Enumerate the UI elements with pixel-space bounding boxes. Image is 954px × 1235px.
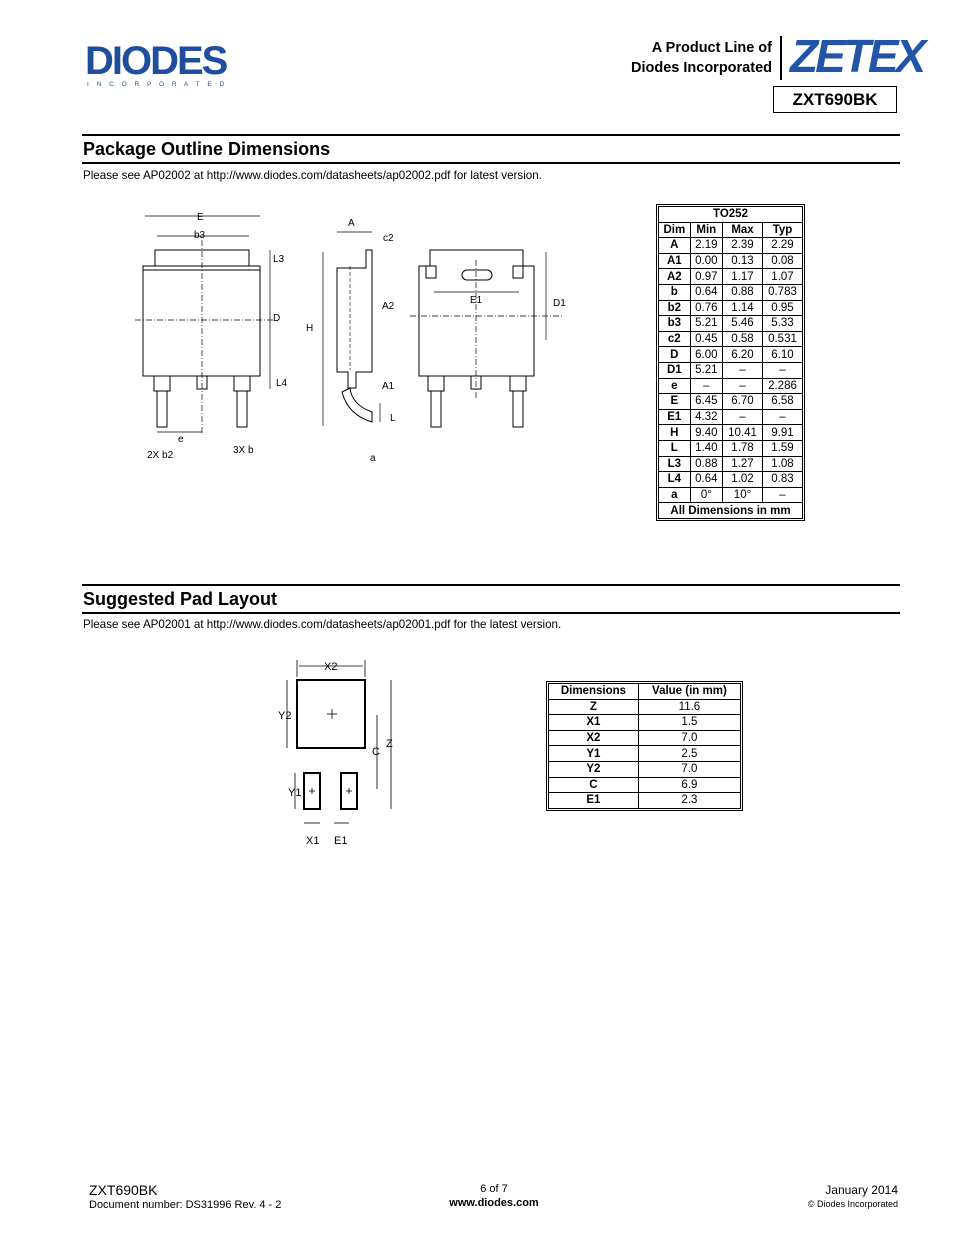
table-cell: 0.88 [690, 456, 722, 472]
table-cell: 1.5 [638, 715, 740, 731]
table-cell: 0.783 [762, 284, 802, 300]
table-cell: D1 [659, 362, 691, 378]
table-cell: 0.95 [762, 300, 802, 316]
table-cell: L4 [659, 472, 691, 488]
label-c2: c2 [383, 233, 394, 244]
table-cell: 0.531 [762, 331, 802, 347]
table-cell: 7.0 [638, 761, 740, 777]
zetex-logo-text: ZETEX [790, 30, 924, 82]
table-cell: 1.14 [723, 300, 763, 316]
table-cell: Z [549, 699, 639, 715]
table-cell: – [723, 362, 763, 378]
table-row [549, 746, 741, 762]
table-cell: C [549, 777, 639, 793]
label-C: C [372, 746, 380, 758]
table-cell: 5.46 [723, 316, 763, 332]
to252-table [658, 206, 803, 519]
side-view [323, 232, 380, 426]
label-2x-b2: 2X b2 [147, 450, 174, 461]
table-row [659, 253, 803, 269]
table-cell: 0.00 [690, 253, 722, 269]
footer-url: www.diodes.com [449, 1197, 539, 1209]
pad-table-wrap [546, 681, 743, 811]
section-rule-bottom [82, 162, 900, 164]
diodes-logo-subtext: I N C O R P O R A T E D [87, 81, 228, 88]
table-cell: 0.58 [723, 331, 763, 347]
col-typ: Typ [762, 222, 802, 238]
label-E1: E1 [470, 295, 483, 306]
label-pad-E1: E1 [334, 835, 348, 847]
table-row [659, 362, 803, 378]
table-cell: 6.9 [638, 777, 740, 793]
to252-table-body [659, 238, 803, 503]
table-cell: 11.6 [638, 699, 740, 715]
table-row [659, 300, 803, 316]
table-cell: 5.21 [690, 362, 722, 378]
table-cell: L [659, 440, 691, 456]
table-cell: 0.83 [762, 472, 802, 488]
table-cell: 0.76 [690, 300, 722, 316]
footer-copyright: © Diodes Incorporated [807, 1199, 898, 1209]
table-row [659, 440, 803, 456]
diodes-logo-text: DIODES [85, 39, 227, 83]
table-cell: c2 [659, 331, 691, 347]
table-row [659, 425, 803, 441]
table-cell: 6.00 [690, 347, 722, 363]
section-rule-bottom-2 [82, 612, 900, 614]
pad-table-body [549, 699, 741, 808]
table-cell: b3 [659, 316, 691, 332]
table-cell: – [723, 378, 763, 394]
table-cell: D [659, 347, 691, 363]
col-dim: Dim [659, 222, 691, 238]
table-cell: a [659, 487, 691, 503]
table-cell: A2 [659, 269, 691, 285]
table-cell: 1.59 [762, 440, 802, 456]
section-title-pad: Suggested Pad Layout [83, 589, 278, 609]
table-row [659, 456, 803, 472]
table-cell: – [762, 409, 802, 425]
table-cell: 6.70 [723, 394, 763, 410]
col-min: Min [690, 222, 722, 238]
table-cell: 2.39 [723, 238, 763, 254]
back-view [410, 250, 562, 427]
package-outline-drawing [130, 200, 580, 470]
table-cell: 1.78 [723, 440, 763, 456]
product-line-1: A Product Line of [651, 40, 772, 56]
table-row [549, 761, 741, 777]
section-rule-top [82, 134, 900, 136]
table-cell: 6.45 [690, 394, 722, 410]
table-cell: 5.21 [690, 316, 722, 332]
col-max: Max [723, 222, 763, 238]
front-view [135, 216, 275, 435]
table-row [659, 331, 803, 347]
zetex-logo [788, 30, 924, 82]
col-dimensions: Dimensions [549, 684, 639, 700]
table-cell: 6.20 [723, 347, 763, 363]
table-cell: 1.17 [723, 269, 763, 285]
label-Z: Z [386, 738, 393, 750]
table-cell: – [762, 362, 802, 378]
table-row [659, 487, 803, 503]
label-D: D [273, 313, 281, 324]
table-cell: 1.07 [762, 269, 802, 285]
table-row [659, 316, 803, 332]
table-cell: 0.13 [723, 253, 763, 269]
table-cell: 1.02 [723, 472, 763, 488]
table-row [659, 347, 803, 363]
table-cell: 0.08 [762, 253, 802, 269]
table-cell: A1 [659, 253, 691, 269]
section-rule-top-2 [82, 584, 900, 586]
pad-table [548, 683, 741, 809]
table-cell: 2.29 [762, 238, 802, 254]
table-cell: E1 [549, 793, 639, 809]
table-cell: – [762, 487, 802, 503]
table-row [659, 284, 803, 300]
table-cell: 7.0 [638, 730, 740, 746]
table-cell: 1.27 [723, 456, 763, 472]
table-cell: 9.91 [762, 425, 802, 441]
table-cell: e [659, 378, 691, 394]
label-D1: D1 [553, 298, 566, 309]
table-cell: 2.3 [638, 793, 740, 809]
table-row [549, 793, 741, 809]
table-cell: H [659, 425, 691, 441]
table-row [659, 269, 803, 285]
footer-page: 6 of 7 [480, 1183, 508, 1195]
table-cell: 1.08 [762, 456, 802, 472]
pad-layout-drawing [275, 655, 405, 850]
table-row [659, 409, 803, 425]
to252-table-title: TO252 [659, 207, 803, 223]
table-cell: 10.41 [723, 425, 763, 441]
label-H: H [306, 323, 314, 334]
pad-note: Please see AP02001 at http://www.diodes.com/datasheets/ap02001.pdf for the latest version. [83, 618, 562, 631]
table-cell: 2.286 [762, 378, 802, 394]
part-number-box: ZXT690BK [773, 86, 897, 113]
label-b3: b3 [194, 230, 206, 241]
table-cell: 5.33 [762, 316, 802, 332]
outline-note: Please see AP02002 at http://www.diodes.com/datasheets/ap02002.pdf for latest version. [83, 169, 542, 182]
table-row [659, 394, 803, 410]
table-cell: 6.10 [762, 347, 802, 363]
label-a: a [370, 453, 376, 464]
product-line-2: Diodes Incorporated [631, 60, 772, 76]
table-row [549, 777, 741, 793]
header-divider [780, 36, 782, 80]
label-L: L [390, 413, 396, 424]
label-L4: L4 [276, 378, 288, 389]
label-A1: A1 [382, 381, 395, 392]
col-value: Value (in mm) [638, 684, 740, 700]
table-row [549, 715, 741, 731]
label-Y1: Y1 [288, 787, 302, 799]
table-row [659, 378, 803, 394]
table-cell: 0.88 [723, 284, 763, 300]
label-e: e [178, 434, 184, 445]
footer-docnum: Document number: DS31996 Rev. 4 - 2 [89, 1199, 282, 1211]
table-cell: 0.64 [690, 472, 722, 488]
table-cell: – [690, 378, 722, 394]
to252-table-wrap [656, 204, 805, 521]
label-3x-b: 3X b [233, 445, 254, 456]
table-cell: 0.97 [690, 269, 722, 285]
table-cell: 9.40 [690, 425, 722, 441]
table-cell: 10° [723, 487, 763, 503]
table-cell: Y1 [549, 746, 639, 762]
label-X2: X2 [324, 661, 338, 673]
footer-date: January 2014 [825, 1183, 898, 1197]
table-cell: E [659, 394, 691, 410]
label-Y2: Y2 [278, 710, 292, 722]
table-cell: 2.5 [638, 746, 740, 762]
table-cell: – [723, 409, 763, 425]
table-cell: 4.32 [690, 409, 722, 425]
table-cell: A [659, 238, 691, 254]
table-cell: Y2 [549, 761, 639, 777]
table-cell: b2 [659, 300, 691, 316]
table-cell: 6.58 [762, 394, 802, 410]
label-X1: X1 [306, 835, 320, 847]
table-row [549, 730, 741, 746]
label-L3: L3 [273, 254, 285, 265]
table-cell: 0.64 [690, 284, 722, 300]
label-E: E [197, 212, 204, 223]
table-row [659, 238, 803, 254]
table-cell: 1.40 [690, 440, 722, 456]
label-A2: A2 [382, 301, 395, 312]
table-row [549, 699, 741, 715]
table-cell: b [659, 284, 691, 300]
table-row [659, 472, 803, 488]
product-line [600, 38, 772, 78]
table-cell: 0.45 [690, 331, 722, 347]
to252-table-footer: All Dimensions in mm [659, 503, 803, 519]
table-cell: X2 [549, 730, 639, 746]
diodes-logo [85, 40, 257, 88]
table-cell: 0° [690, 487, 722, 503]
table-cell: 2.19 [690, 238, 722, 254]
label-A: A [348, 218, 355, 229]
table-cell: X1 [549, 715, 639, 731]
section-title-outline: Package Outline Dimensions [83, 139, 331, 159]
footer-part: ZXT690BK [89, 1182, 158, 1198]
table-cell: E1 [659, 409, 691, 425]
table-cell: L3 [659, 456, 691, 472]
